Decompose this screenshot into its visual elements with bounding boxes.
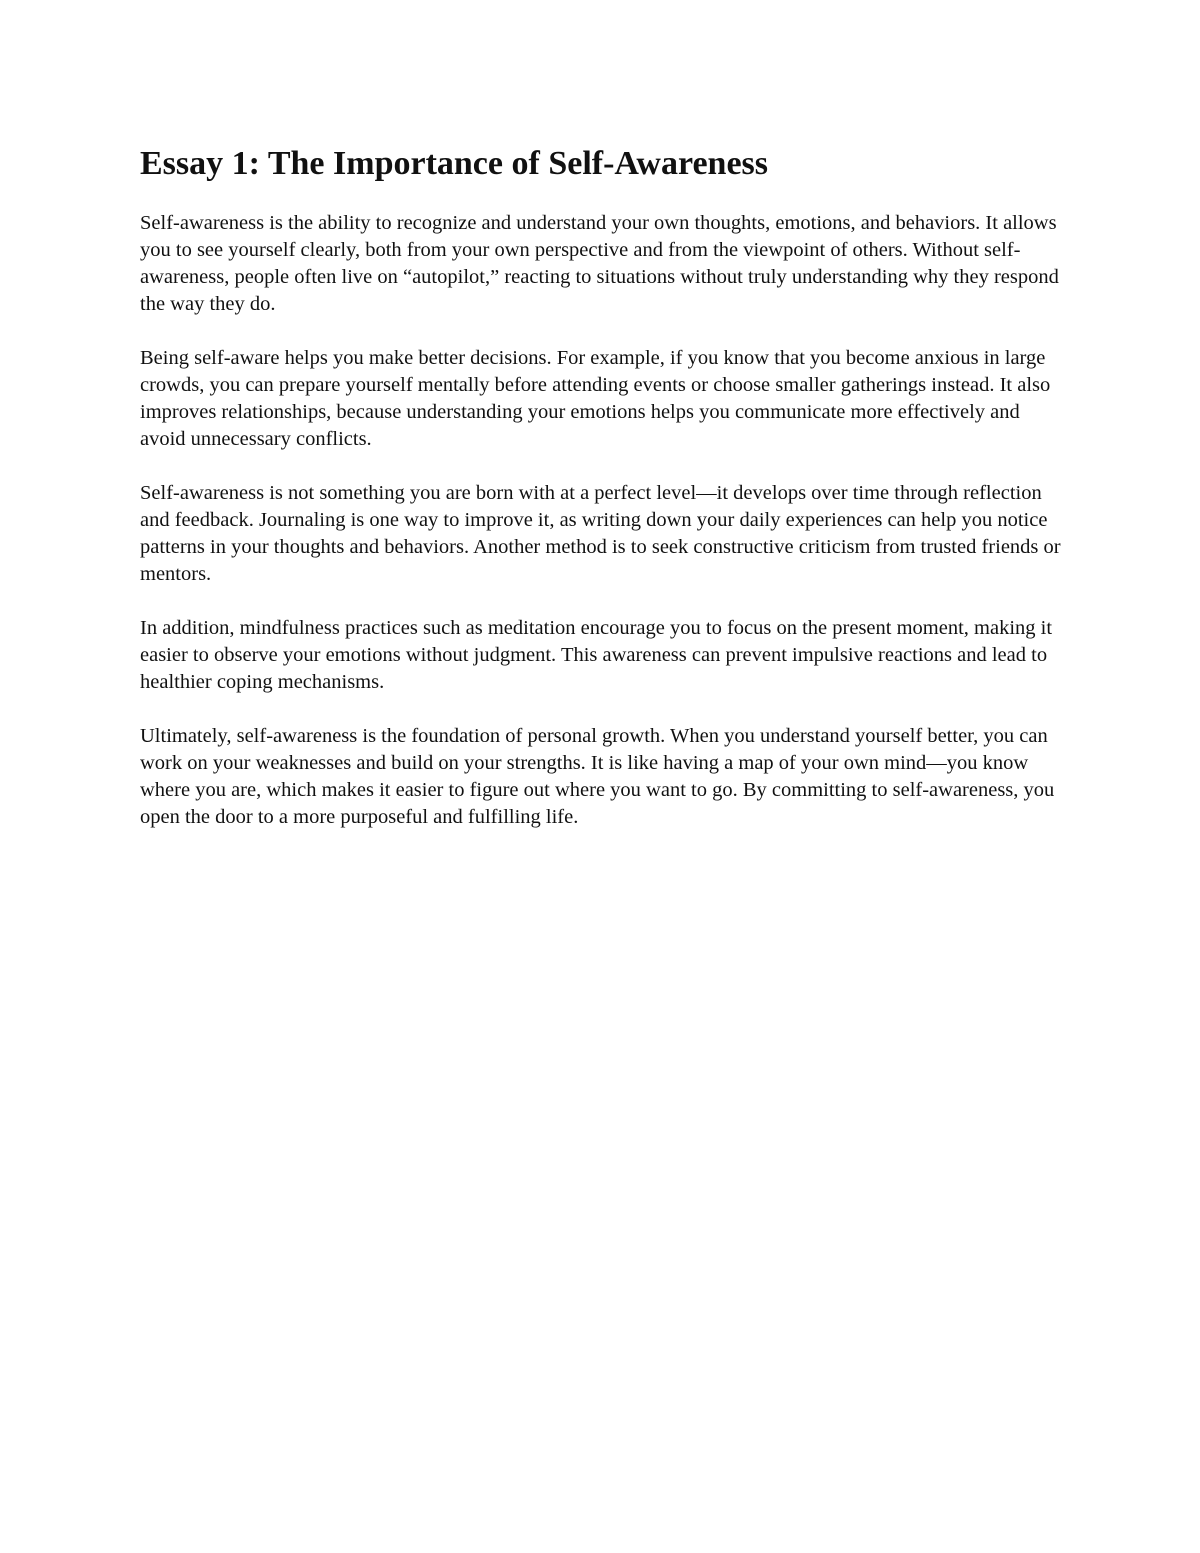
document-body (140, 142, 1070, 858)
essay-paragraph-1: Self-awareness is the ability to recognize and understand your own thoughts, emotions, and behaviors. It allows you to see yourself clearly, both from your own perspective and from the viewpoint of others. Without self-awareness, people often live on “autopilot,” reacting to situations without truly understanding why they respond the way they do. (140, 212, 1059, 315)
essay-paragraph-3: Self-awareness is not something you are born with at a perfect level—it develops over time through reflection and feedback. Journaling is one way to improve it, as writing down your daily experiences can help you notice patterns in your thoughts and behaviors. Another method is to seek constructive criticism from trusted friends or mentors. (140, 482, 1061, 585)
essay-paragraph-4: In addition, mindfulness practices such as meditation encourage you to focus on the present moment, making it easier to observe your emotions without judgment. This awareness can prevent impulsive reactions and lead to healthier coping mechanisms. (140, 617, 1053, 693)
essay-paragraph-2: Being self-aware helps you make better decisions. For example, if you know that you become anxious in large crowds, you can prepare yourself mentally before attending events or choose smaller gatherings instead. It also improves relationships, because understanding your emotions helps you communicate more effectively and avoid unnecessary conflicts. (140, 347, 1051, 450)
essay-paragraph-5: Ultimately, self-awareness is the foundation of personal growth. When you understand yourself better, you can work on your weaknesses and build on your strengths. It is like having a map of your own mind—you know where you are, which makes it easier to figure out where you want to go. By committing to self-awareness, you open the door to a more purposeful and fulfilling life. (140, 725, 1055, 828)
essay-title: Essay 1: The Importance of Self-Awareness (140, 145, 769, 182)
